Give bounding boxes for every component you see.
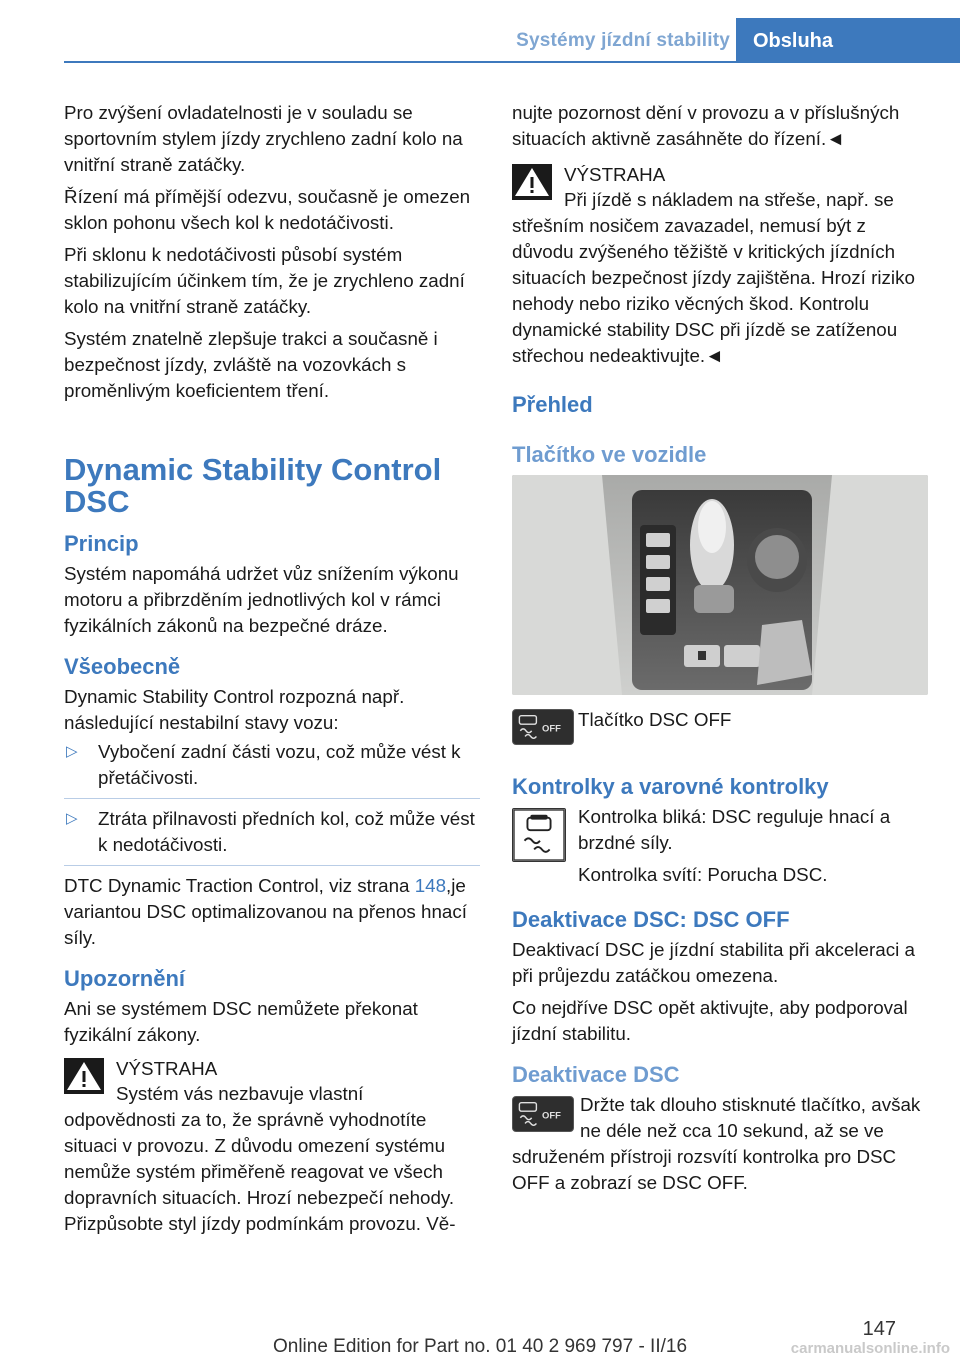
footer-edition: Online Edition for Part no. 01 40 2 969 797 - II/16 <box>272 1336 688 1357</box>
paragraph: Při sklonu k nedotáčivosti působí systém stabilizujícím účinkem tím, že je zrychleno zadní kolo na vnitřní straně zatáčky. <box>64 244 465 317</box>
section-heading-deaktivace: Deaktivace DSC: DSC OFF <box>512 907 790 932</box>
page-reference-link[interactable]: 148 <box>414 875 447 896</box>
dsc-off-button-icon <box>512 709 574 745</box>
button-caption: Tlačítko DSC OFF <box>578 709 732 730</box>
header-section-title: Systémy jízdní stability <box>516 30 730 51</box>
text: Systém vás nezbavuje vlastní odpovědnosti za to, že správně vyhodnotíte situaci v provozu. Z důvodu omezení systému nemůže systém přiměřeně reagovat ve všech dopravních situacích. Hrozí nebezpečí nehody. Přizpůsobte styl jízdy podmínkám provozu. Vě- <box>64 1083 456 1234</box>
indicator-text: Kontrolka bliká: DSC reguluje hnací a brzdné síly. <box>578 806 891 853</box>
paragraph: Co nejdříve DSC opět aktivujte, aby podporoval jízdní stabilitu. <box>512 997 908 1044</box>
paragraph: Ani se systémem DSC nemůžete překonat fyzikální zákony. <box>64 998 418 1045</box>
paragraph: nujte pozornost dění v provozu a v příslušných situacích aktivně zasáhněte do řízení.◄ <box>512 102 900 149</box>
list-item <box>64 806 480 858</box>
warning-block <box>64 1056 480 1082</box>
warning-block <box>512 162 932 188</box>
header-rule <box>64 61 960 63</box>
paragraph: Systém napomáhá udržet vůz snížením výkonu motoru a přibrzděním jednotlivých kol v rámci fyzikálních zákonů na bezpečné dráze. <box>64 563 459 636</box>
section-heading-prehled: Přehled <box>512 392 593 417</box>
indicator-row <box>512 804 932 888</box>
main-heading: Dynamic Stability Control DSC <box>64 452 442 519</box>
dsc-off-button-icon <box>512 1096 574 1132</box>
subsection-heading-tlacitko: Tlačítko ve vozidle <box>512 442 707 467</box>
left-column <box>64 100 480 1243</box>
text: DTC Dynamic Traction Control, viz strana <box>64 875 415 896</box>
section-heading-vseobecne: Všeobecně <box>64 654 181 679</box>
list-item-text: Ztráta přilnavosti předních kol, což může vést k nedotáčivosti. <box>98 808 475 855</box>
paragraph: Deaktivací DSC je jízdní stabilita při akceleraci a při průjezdu zatáčkou omezena. <box>512 939 915 986</box>
section-heading-upozorneni: Upozornění <box>64 966 185 991</box>
bullet-triangle-icon: ▷ <box>66 810 78 827</box>
list-divider <box>64 798 480 799</box>
deactivate-instruction <box>512 1092 932 1196</box>
subsection-heading-deaktivace: Deaktivace DSC <box>512 1062 680 1087</box>
warning-title: VÝSTRAHA <box>564 164 666 185</box>
list-divider <box>64 865 480 866</box>
warning-text <box>512 187 932 369</box>
off-label: OFF <box>542 1110 561 1122</box>
warning-triangle-icon <box>512 164 552 200</box>
right-column <box>512 100 932 1202</box>
paragraph: Dynamic Stability Control rozpozná např. následující nestabilní stavy vozu: <box>64 686 405 733</box>
warning-title: VÝSTRAHA <box>116 1058 218 1079</box>
list-item <box>64 739 480 791</box>
dsc-off-button-row <box>512 707 932 751</box>
paragraph: Pro zvýšení ovladatelnosti je v souladu se sportovním stylem jízdy zrychleno zadní kolo na vnitřní straně zatáčky. <box>64 102 463 175</box>
paragraph-dtc <box>64 873 480 951</box>
paragraph: Držte tak dlouho stisknuté tlačítko, avšak ne déle než cca 10 sekund, až se ve sdruženém přístroji rozsvítí kontrolka pro DSC OFF a zobrazí se DSC OFF. <box>512 1094 921 1193</box>
section-heading-princip: Princip <box>64 531 139 556</box>
bullet-triangle-icon: ▷ <box>66 743 78 760</box>
paragraph: Řízení má přímější odezvu, současně je omezen sklon pohonu všech kol k nedotáčivosti. <box>64 186 471 233</box>
section-heading-kontrolky: Kontrolky a varovné kontrolky <box>512 774 829 799</box>
paragraph: Systém znatelně zlepšuje trakci a současně i bezpečnost jízdy, zvláště na vozovkách s proměnlivým koeficientem tření. <box>64 328 438 401</box>
list-item-text: Vybočení zadní části vozu, což může vést k přetáčivosti. <box>98 741 461 788</box>
warning-triangle-icon <box>64 1058 104 1094</box>
footer-watermark: carmanualsonline.info <box>790 1340 950 1357</box>
text: Při jízdě s nákladem na střeše, např. se střešním nosičem zavazadel, nemusí být z důvodu zvýšeného těžiště v kritických jízdních situacích bezpečnost jízdy zajištěna. Hrozí riziko nehody nebo riziko věcných škod. Kontrolu dynamické stability DSC při jízdě se zatíženou střechou nedeaktivujte.◄ <box>512 189 915 366</box>
header-chapter-tab: Obsluha <box>736 18 960 62</box>
gear-selector-image <box>512 475 928 695</box>
warning-text <box>64 1081 480 1237</box>
center-console-photo <box>512 475 928 695</box>
dsc-indicator-lamp-icon <box>512 808 566 862</box>
indicator-text: Kontrolka svítí: Porucha DSC. <box>578 864 828 885</box>
off-label: OFF <box>542 723 561 735</box>
text: ,je variantou DSC optimalizovanou na přenos hnací síly. <box>64 875 467 948</box>
page-number: 147 <box>862 1318 896 1340</box>
